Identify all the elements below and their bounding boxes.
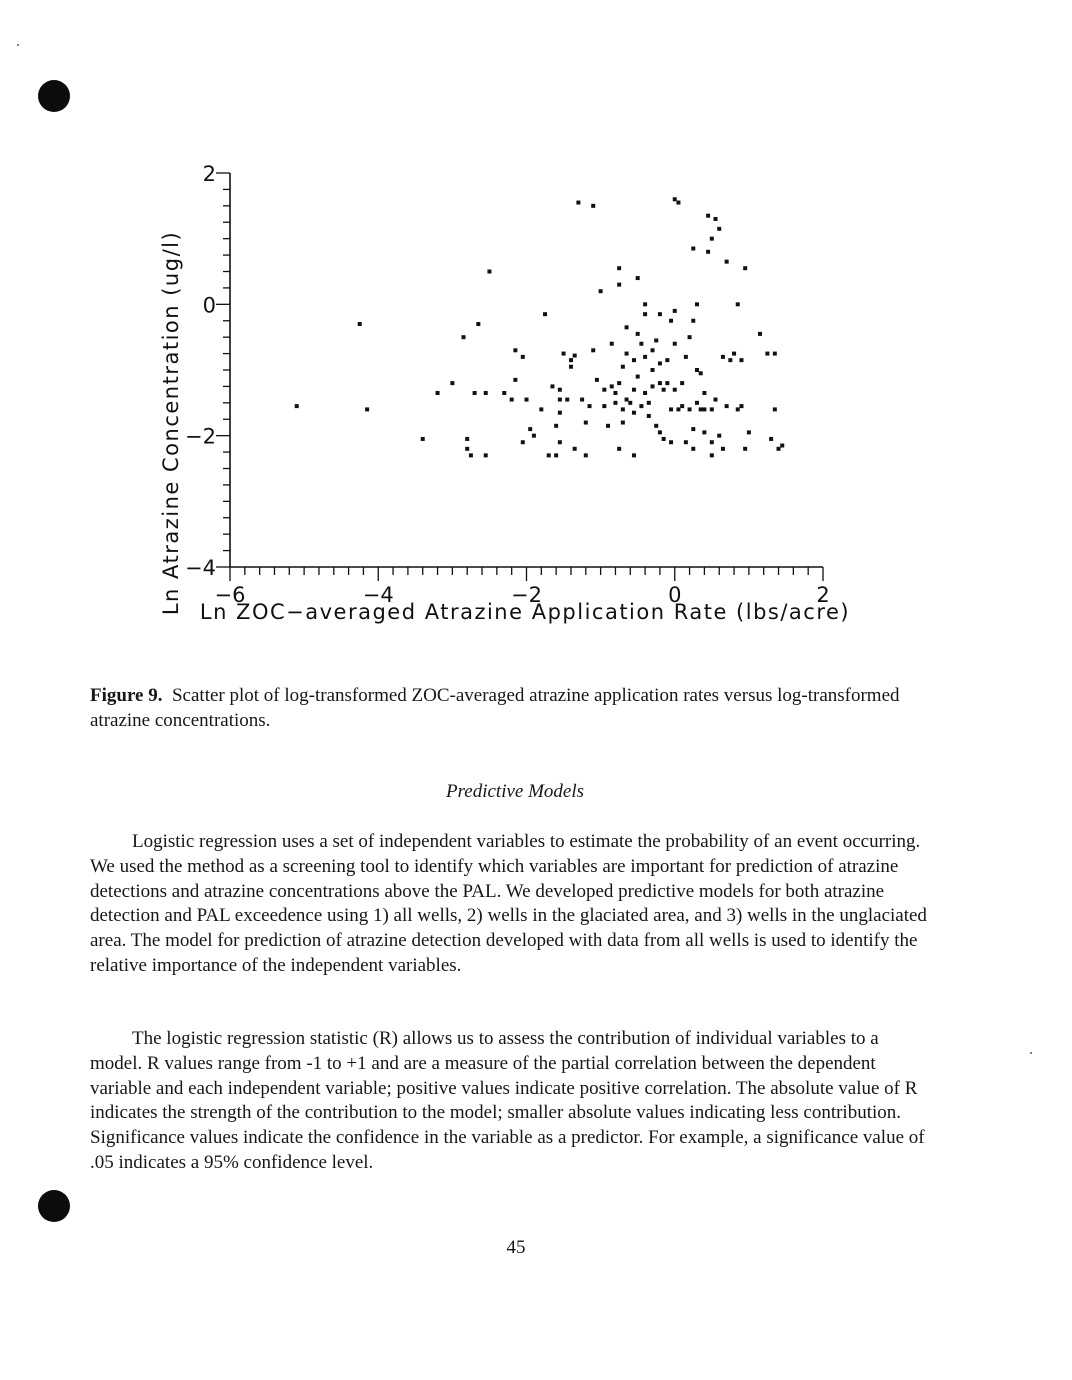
data-point <box>680 381 684 385</box>
data-point <box>632 453 636 457</box>
data-point <box>702 430 706 434</box>
data-point <box>632 388 636 392</box>
data-point <box>676 201 680 205</box>
axis-tick-labels <box>185 162 830 607</box>
x-tick-label: −2 <box>511 583 542 607</box>
data-point <box>450 381 454 385</box>
data-point <box>580 398 584 402</box>
data-point <box>739 358 743 362</box>
data-point <box>643 312 647 316</box>
data-point <box>621 421 625 425</box>
data-point <box>636 276 640 280</box>
data-point <box>699 407 703 411</box>
data-point <box>706 214 710 218</box>
data-point <box>658 361 662 365</box>
data-point <box>599 289 603 293</box>
data-point <box>610 384 614 388</box>
figure-caption-text: Scatter plot of log-transformed ZOC-averaged atrazine application rates versus log-transformed atrazine concentrations. <box>90 685 900 731</box>
data-point <box>569 358 573 362</box>
data-point <box>769 437 773 441</box>
data-point <box>651 368 655 372</box>
data-point <box>758 332 762 336</box>
data-point <box>743 266 747 270</box>
data-point <box>732 352 736 356</box>
data-point <box>747 430 751 434</box>
data-point <box>558 388 562 392</box>
data-point <box>658 430 662 434</box>
paragraph-text: The logistic regression statistic (R) allows us to assess the contribution of individual variables to a model. R values range from -1 to +1 and are a measure of the partial correlation between the dependent variable and each independent variable; positive values indicate positive correlation. The absolute value of R indicates the strength of the contribution to the model; smaller absolute values indicating less contribution. Significance values indicate the confidence in the variable as a predictor. For example, a significance value of .05 indicates a 95% confidence level. <box>90 1028 925 1173</box>
data-point <box>662 437 666 441</box>
data-point <box>484 453 488 457</box>
data-point <box>617 266 621 270</box>
data-point <box>465 447 469 451</box>
data-point <box>688 407 692 411</box>
data-point <box>695 401 699 405</box>
data-point <box>673 309 677 313</box>
data-point <box>565 398 569 402</box>
data-point <box>725 260 729 264</box>
data-point <box>539 407 543 411</box>
data-point <box>591 348 595 352</box>
data-point <box>473 391 477 395</box>
data-point <box>636 375 640 379</box>
data-point <box>558 398 562 402</box>
data-point <box>510 398 514 402</box>
data-point <box>658 312 662 316</box>
data-point <box>643 302 647 306</box>
data-point <box>621 365 625 369</box>
paragraph-text: Logistic regression uses a set of independent variables to estimate the probability of an event occurring. We used the method as a screening tool to identify which variables are important for prediction of atrazine detections and atrazine concentrations above the PAL. We developed predictive models for both atrazine detection and PAL exceedence using 1) all wells, 2) wells in the glaciated area, and 3) wells in the unglaciated area. The model for prediction of atrazine detection developed with data from all wells is used to identify the relative importance of the independent variables. <box>90 831 927 976</box>
data-point <box>602 388 606 392</box>
data-point <box>669 440 673 444</box>
data-point <box>639 342 643 346</box>
data-point <box>643 355 647 359</box>
data-point <box>573 354 577 358</box>
data-point <box>606 424 610 428</box>
data-point <box>602 404 606 408</box>
data-point <box>684 355 688 359</box>
data-point <box>665 381 669 385</box>
data-point <box>658 381 662 385</box>
data-point <box>691 319 695 323</box>
data-point <box>721 447 725 451</box>
data-point <box>521 440 525 444</box>
y-tick-label: −4 <box>185 556 216 580</box>
data-point <box>573 447 577 451</box>
data-point <box>765 352 769 356</box>
binder-hole-bottom <box>38 1190 70 1222</box>
data-point <box>714 398 718 402</box>
data-point <box>421 437 425 441</box>
data-point <box>695 368 699 372</box>
data-point <box>706 250 710 254</box>
data-point <box>628 401 632 405</box>
data-point <box>702 407 706 411</box>
x-tick-label: 2 <box>816 583 830 607</box>
data-point <box>625 325 629 329</box>
x-tick-label: 0 <box>668 583 682 607</box>
data-point <box>584 421 588 425</box>
data-point <box>562 352 566 356</box>
data-point <box>643 391 647 395</box>
data-point <box>513 378 517 382</box>
data-point <box>669 407 673 411</box>
data-point <box>780 444 784 448</box>
data-point <box>721 355 725 359</box>
data-points <box>295 197 785 457</box>
data-point <box>725 404 729 408</box>
data-point <box>621 407 625 411</box>
data-point <box>547 453 551 457</box>
scan-speck <box>1030 1052 1032 1054</box>
data-point <box>654 424 658 428</box>
data-point <box>617 381 621 385</box>
data-point <box>673 388 677 392</box>
data-point <box>639 404 643 408</box>
data-point <box>736 302 740 306</box>
data-point <box>461 335 465 339</box>
section-heading: Predictive Models <box>445 781 585 802</box>
data-point <box>673 197 677 201</box>
data-point <box>710 440 714 444</box>
data-point <box>739 404 743 408</box>
data-point <box>654 338 658 342</box>
data-point <box>710 407 714 411</box>
data-point <box>717 434 721 438</box>
data-point <box>617 447 621 451</box>
data-point <box>647 414 651 418</box>
data-point <box>295 404 299 408</box>
data-point <box>651 384 655 388</box>
data-point <box>532 434 536 438</box>
data-point <box>695 302 699 306</box>
data-point <box>736 407 740 411</box>
data-point <box>728 358 732 362</box>
data-point <box>688 335 692 339</box>
data-point <box>558 440 562 444</box>
data-point <box>691 427 695 431</box>
data-point <box>680 404 684 408</box>
body-paragraph <box>90 1027 930 1176</box>
y-tick-label: 2 <box>202 162 216 186</box>
data-point <box>743 447 747 451</box>
data-point <box>625 398 629 402</box>
scatter-plot <box>140 145 860 635</box>
data-point <box>358 322 362 326</box>
data-point <box>554 424 558 428</box>
data-point <box>487 270 491 274</box>
y-tick-label: 0 <box>202 293 216 318</box>
data-point <box>684 440 688 444</box>
data-point <box>588 404 592 408</box>
data-point <box>665 358 669 362</box>
data-point <box>714 217 718 221</box>
data-point <box>777 447 781 451</box>
data-point <box>691 247 695 251</box>
data-point <box>502 391 506 395</box>
data-point <box>651 348 655 352</box>
data-point <box>513 348 517 352</box>
data-point <box>613 401 617 405</box>
axis-ticks <box>216 173 823 581</box>
data-point <box>554 453 558 457</box>
data-point <box>613 391 617 395</box>
x-tick-label: −6 <box>214 583 246 607</box>
data-point <box>521 355 525 359</box>
data-point <box>584 453 588 457</box>
data-point <box>558 411 562 415</box>
x-axis-label: Ln ZOC−averaged Atrazine Application Rate (lbs/acre) <box>199 600 851 624</box>
body-paragraph <box>90 830 930 979</box>
data-point <box>669 319 673 323</box>
figure-caption <box>90 683 920 733</box>
data-point <box>710 453 714 457</box>
data-point <box>484 391 488 395</box>
data-point <box>436 391 440 395</box>
data-point <box>699 371 703 375</box>
data-point <box>710 237 714 241</box>
data-point <box>647 401 651 405</box>
data-point <box>591 204 595 208</box>
figure-caption-label: Figure 9. <box>90 685 163 706</box>
data-point <box>773 352 777 356</box>
data-point <box>625 352 629 356</box>
page-number: 45 <box>506 1237 526 1258</box>
plot-axes <box>230 173 823 567</box>
data-point <box>662 388 666 392</box>
data-point <box>476 322 480 326</box>
data-point <box>576 201 580 205</box>
data-point <box>528 427 532 431</box>
data-point <box>569 365 573 369</box>
data-point <box>676 407 680 411</box>
data-point <box>632 358 636 362</box>
data-point <box>691 447 695 451</box>
data-point <box>595 378 599 382</box>
scan-speck <box>17 44 19 46</box>
data-point <box>636 332 640 336</box>
y-tick-label: −2 <box>185 424 216 449</box>
data-point <box>773 407 777 411</box>
data-point <box>469 453 473 457</box>
x-tick-label: −4 <box>362 583 394 607</box>
data-point <box>632 411 636 415</box>
data-point <box>550 384 554 388</box>
data-point <box>717 227 721 231</box>
data-point <box>543 312 547 316</box>
y-axis-label: Ln Atrazine Concentration (ug/l) <box>159 230 183 616</box>
data-point <box>617 283 621 287</box>
data-point <box>673 342 677 346</box>
data-point <box>465 437 469 441</box>
binder-hole-top <box>38 80 70 112</box>
data-point <box>525 398 529 402</box>
data-point <box>610 342 614 346</box>
data-point <box>702 391 706 395</box>
data-point <box>365 407 369 411</box>
